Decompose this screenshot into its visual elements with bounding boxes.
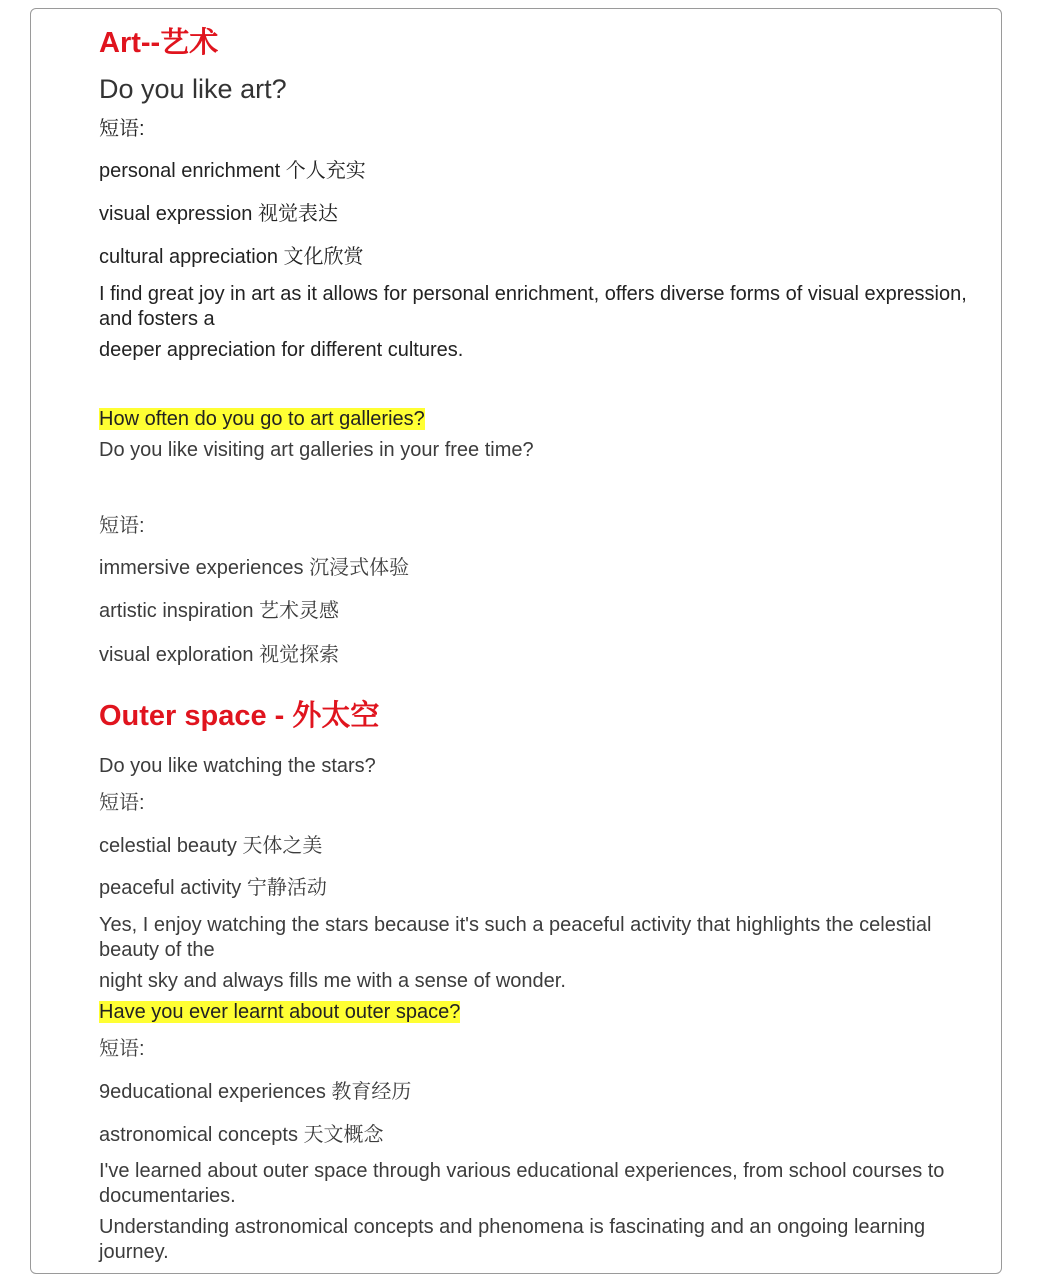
highlight-mark: How often do you go to art galleries? xyxy=(99,408,425,430)
phrase-item: visual exploration 视觉探索 xyxy=(99,644,340,666)
followup-question-galleries: Do you like visiting art galleries in your free time? xyxy=(99,439,534,461)
highlight-mark: Have you ever learnt about outer space? xyxy=(99,1001,461,1023)
question-like-art: Do you like art? xyxy=(99,74,287,104)
question-watching-stars: Do you like watching the stars? xyxy=(99,755,376,777)
section-heading-art: Art--艺术 xyxy=(99,27,219,59)
phrase-item: celestial beauty 天体之美 xyxy=(99,835,323,857)
section-heading-outer-space: Outer space - 外太空 xyxy=(99,700,380,732)
phrase-item: personal enrichment 个人充实 xyxy=(99,160,366,182)
answer-paragraph: Understanding astronomical concepts and phenomena is fascinating and an ongoing learning journey. xyxy=(99,1216,926,1263)
phrase-item: 9educational experiences 教育经历 xyxy=(99,1081,412,1103)
answer-paragraph-continued: night sky and always fills me with a sense of wonder. xyxy=(99,970,566,992)
phrases-label: 短语: xyxy=(99,1038,145,1060)
phrase-item: astronomical concepts 天文概念 xyxy=(99,1124,384,1146)
document-frame xyxy=(30,8,1002,1274)
highlighted-question-galleries xyxy=(99,407,425,432)
answer-paragraph: I've learned about outer space through various educational experiences, from school courses to documentaries. xyxy=(99,1160,945,1207)
phrases-label: 短语: xyxy=(99,792,145,814)
phrases-label: 短语: xyxy=(99,118,145,140)
answer-paragraph: I find great joy in art as it allows for personal enrichment, offers diverse forms of visual expression, and fosters a xyxy=(99,283,967,330)
phrase-item: cultural appreciation 文化欣赏 xyxy=(99,246,364,268)
phrases-label: 短语: xyxy=(99,515,145,537)
phrase-item: artistic inspiration 艺术灵感 xyxy=(99,600,340,622)
phrase-item: immersive experiences 沉浸式体验 xyxy=(99,557,410,579)
answer-paragraph-continued: deeper appreciation for different cultures. xyxy=(99,339,464,361)
highlighted-question-outer-space xyxy=(99,1000,460,1025)
phrase-item: peaceful activity 宁静活动 xyxy=(99,877,327,899)
answer-paragraph: Yes, I enjoy watching the stars because it's such a peaceful activity that highlights the celestial beauty of the xyxy=(99,914,932,961)
phrase-item: visual expression 视觉表达 xyxy=(99,203,338,225)
